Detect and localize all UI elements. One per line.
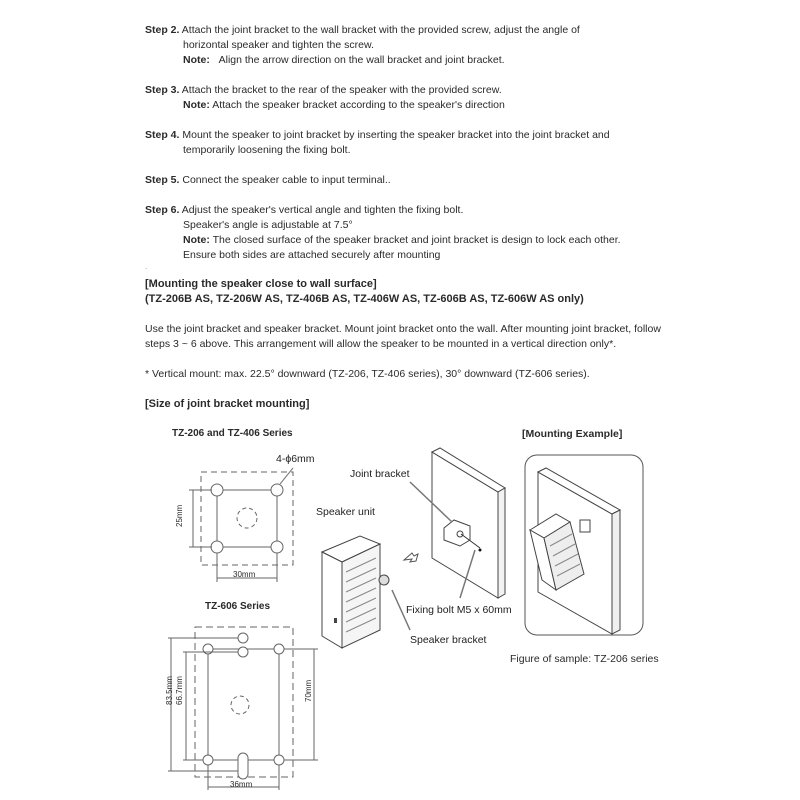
- mounting-example-title: [Mounting Example]: [522, 428, 623, 440]
- tz606-inner-label: 66.7mm: [175, 676, 184, 705]
- step-label: Step 4.: [145, 129, 180, 141]
- step-text: Attach the bracket to the rear of the speaker with the provided screw.: [181, 84, 502, 96]
- step-6-note-cont: Ensure both sides are attached securely after mounting: [183, 249, 441, 261]
- speaker-bracket-label: Speaker bracket: [410, 634, 487, 646]
- step-text: Adjust the speaker's vertical angle and tighten the fixing bolt.: [181, 204, 464, 216]
- tz206-holes-label: 4-ϕ6mm: [276, 453, 315, 465]
- step-2-cont: horizontal speaker and tighten the screw.: [183, 39, 374, 51]
- step-5: [145, 173, 391, 188]
- step-6-cont: Speaker's angle is adjustable at 7.5°: [183, 219, 353, 231]
- step-2: [145, 23, 580, 38]
- mounting-example-illustration: [520, 450, 650, 650]
- stray-dot: .: [145, 262, 148, 271]
- step-label: Step 5.: [145, 174, 180, 186]
- mounting-example-caption: Figure of sample: TZ-206 series: [510, 653, 659, 665]
- note-text: Attach the speaker bracket according to the speaker's direction: [212, 99, 505, 111]
- note-label: Note:: [183, 54, 210, 66]
- note-text: The closed surface of the speaker bracket and joint bracket is design to lock each other.: [212, 234, 621, 246]
- tz606-right-label: 70mm: [304, 679, 313, 702]
- tz606-title: TZ-606 Series: [205, 601, 271, 612]
- step-3-note: [183, 98, 505, 113]
- note-label: Note:: [183, 234, 210, 246]
- tz206-title: TZ-206 and TZ-406 Series: [172, 428, 293, 439]
- step-6-note: [183, 233, 621, 248]
- step-label: Step 3.: [145, 84, 180, 96]
- fixing-bolt-label: Fixing bolt M5 x 60mm: [406, 604, 512, 616]
- step-6: [145, 203, 463, 218]
- tz206-height-label: 25mm: [175, 504, 184, 527]
- tz206-width-label: 30mm: [233, 570, 256, 579]
- step-2-note: [183, 53, 505, 68]
- wall-section-footnote: * Vertical mount: max. 22.5° downward (TZ-206, TZ-406 series), 30° downward (TZ-606 series).: [145, 368, 590, 380]
- step-4-cont: temporarily loosening the fixing bolt.: [183, 144, 351, 156]
- tz606-width-label: 36mm: [230, 780, 253, 789]
- joint-bracket-label: Joint bracket: [350, 468, 410, 480]
- size-section-heading: [Size of joint bracket mounting]: [145, 398, 310, 410]
- wall-section-heading: [Mounting the speaker close to wall surface]: [145, 278, 377, 290]
- exploded-view-illustration: [300, 430, 520, 650]
- step-text: Attach the joint bracket to the wall bracket with the provided screw, adjust the angle of: [181, 24, 580, 36]
- speaker-unit-label: Speaker unit: [316, 506, 375, 518]
- step-text: Mount the speaker to joint bracket by inserting the speaker bracket into the joint bracket and: [182, 129, 610, 141]
- tz606-outer-label: 83.5mm: [165, 676, 174, 705]
- step-label: Step 2.: [145, 24, 180, 36]
- step-label: Step 6.: [145, 204, 180, 216]
- note-label: Note:: [183, 99, 210, 111]
- step-text: Connect the speaker cable to input terminal..: [182, 174, 391, 186]
- wall-section-para-2: steps 3 ~ 6 above. This arrangement will allow the speaker to be mounted in a vertical direction only*.: [145, 338, 617, 350]
- step-3: [145, 83, 502, 98]
- wall-section-para-1: Use the joint bracket and speaker bracket. Mount joint bracket onto the wall. After mounting joint bracket, follow: [145, 323, 661, 335]
- wall-section-models: (TZ-206B AS, TZ-206W AS, TZ-406B AS, TZ-406W AS, TZ-606B AS, TZ-606W AS only): [145, 293, 584, 305]
- step-4: [145, 128, 610, 143]
- note-text: Align the arrow direction on the wall bracket and joint bracket.: [218, 54, 505, 66]
